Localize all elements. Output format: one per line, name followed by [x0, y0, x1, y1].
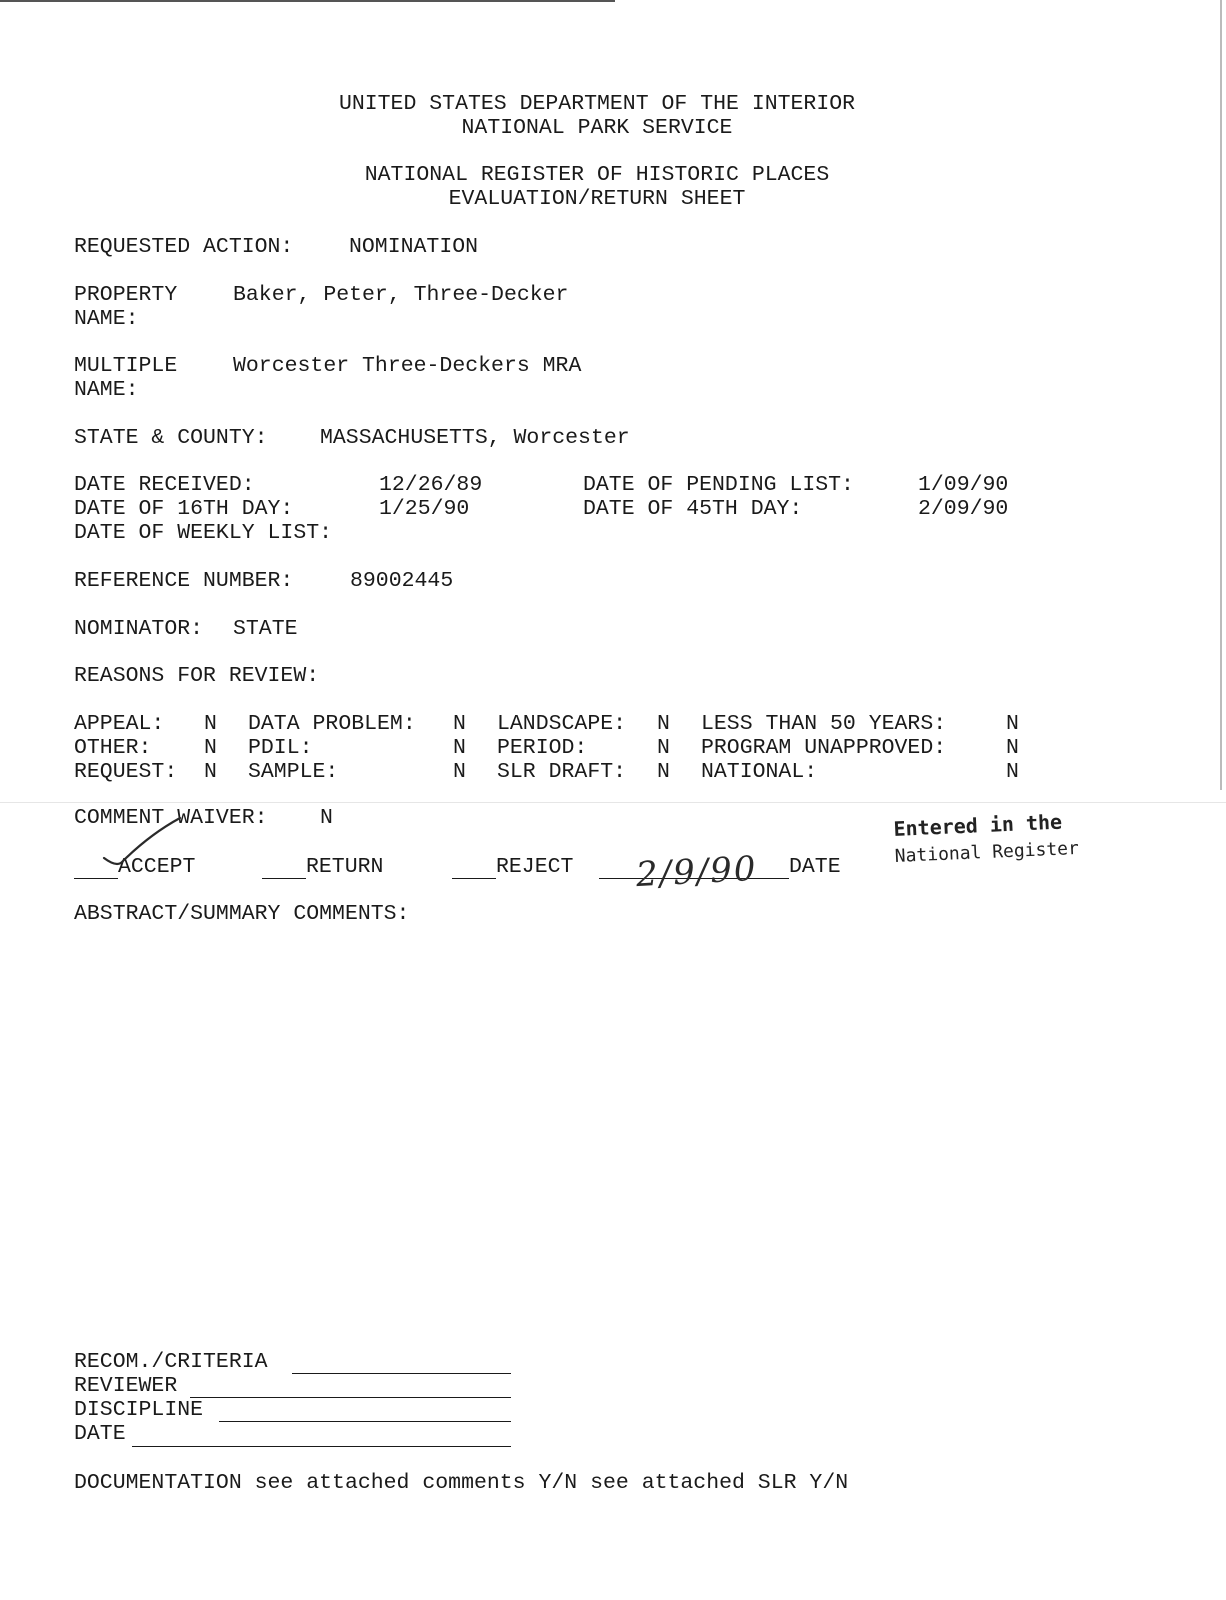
other-value: N: [204, 736, 217, 760]
reject-blank: [452, 878, 496, 879]
entered-register-stamp: [893, 808, 1079, 870]
data-problem-value: N: [453, 712, 466, 736]
data-problem-label: DATA PROBLEM:: [248, 712, 416, 736]
header-line-1: UNITED STATES DEPARTMENT OF THE INTERIOR: [338, 92, 856, 116]
less-than-50-years-label: LESS THAN 50 YEARS:: [701, 712, 947, 736]
landscape-value: N: [657, 712, 670, 736]
multiple-label: MULTIPLE: [74, 354, 178, 378]
nominator-label: NOMINATOR:: [74, 617, 204, 641]
comment-waiver-label: COMMENT WAIVER:: [74, 806, 268, 830]
date-16th-day-label: DATE OF 16TH DAY:: [74, 497, 294, 521]
slr-draft-label: SLR DRAFT:: [497, 760, 627, 784]
pdil-value: N: [453, 736, 466, 760]
header-line-3: NATIONAL REGISTER OF HISTORIC PLACES: [364, 163, 830, 187]
return-option: RETURN: [306, 855, 384, 879]
date-received-value: 12/26/89: [379, 473, 483, 497]
slr-draft-value: N: [657, 760, 670, 784]
header-line-4: EVALUATION/RETURN SHEET: [448, 187, 746, 211]
date-weekly-list-label: DATE OF WEEKLY LIST:: [74, 521, 333, 545]
recom-criteria-label: RECOM./CRITERIA: [74, 1350, 268, 1374]
return-blank: [262, 878, 306, 879]
abstract-summary-label: ABSTRACT/SUMMARY COMMENTS:: [74, 902, 410, 926]
reviewer-label: REVIEWER: [74, 1374, 178, 1398]
landscape-label: LANDSCAPE:: [497, 712, 627, 736]
reference-number-value: 89002445: [350, 569, 454, 593]
program-unapproved-label: PROGRAM UNAPPROVED:: [701, 736, 947, 760]
stamp-line-2: National Register: [894, 837, 1080, 867]
scan-edge-top: [0, 0, 615, 2]
recom-criteria-line: [292, 1373, 511, 1374]
scan-seam: [0, 802, 1226, 803]
property-label: PROPERTY: [74, 283, 178, 307]
documentation-line: DOCUMENTATION see attached comments Y/N see attached SLR Y/N: [74, 1471, 849, 1495]
reject-option: REJECT: [496, 855, 574, 879]
less-than-50-years-value: N: [1006, 712, 1019, 736]
requested-action-label: REQUESTED ACTION:: [74, 235, 294, 259]
period-label: PERIOD:: [497, 736, 588, 760]
discipline-line: [219, 1421, 511, 1422]
checkmark-icon: [98, 816, 188, 876]
header-line-2: NATIONAL PARK SERVICE: [461, 116, 733, 140]
scan-edge-right: [1220, 0, 1222, 790]
property-name-label: NAME:: [74, 307, 139, 331]
pdil-label: PDIL:: [248, 736, 313, 760]
appeal-label: APPEAL:: [74, 712, 165, 736]
request-value: N: [204, 760, 217, 784]
discipline-label: DISCIPLINE: [74, 1398, 204, 1422]
sample-label: SAMPLE:: [248, 760, 339, 784]
national-value: N: [1006, 760, 1019, 784]
program-unapproved-value: N: [1006, 736, 1019, 760]
nominator-value: STATE: [233, 617, 298, 641]
date-16th-day-value: 1/25/90: [379, 497, 470, 521]
decision-date-label: DATE: [789, 855, 841, 879]
appeal-value: N: [204, 712, 217, 736]
stamp-line-1: Entered in the: [893, 809, 1063, 841]
state-county-label: STATE & COUNTY:: [74, 426, 268, 450]
other-label: OTHER:: [74, 736, 152, 760]
signoff-date-line: [132, 1446, 511, 1447]
state-county-value: MASSACHUSETTS, Worcester: [320, 426, 630, 450]
national-label: NATIONAL:: [701, 760, 818, 784]
reasons-for-review-label: REASONS FOR REVIEW:: [74, 664, 320, 688]
date-pending-list-label: DATE OF PENDING LIST:: [583, 473, 854, 497]
multiple-name-label: NAME:: [74, 378, 139, 402]
period-value: N: [657, 736, 670, 760]
property-name-value: Baker, Peter, Three-Decker: [233, 283, 569, 307]
handwritten-date: 2/9/90: [635, 848, 759, 896]
date-45th-day-label: DATE OF 45TH DAY:: [583, 497, 803, 521]
date-45th-day-value: 2/09/90: [918, 497, 1009, 521]
signoff-date-label: DATE: [74, 1422, 126, 1446]
reviewer-line: [190, 1397, 511, 1398]
accept-blank: [74, 878, 118, 879]
multiple-name-value: Worcester Three-Deckers MRA: [233, 354, 582, 378]
accept-option: ACCEPT: [118, 855, 196, 879]
requested-action-value: NOMINATION: [349, 235, 479, 259]
reference-number-label: REFERENCE NUMBER:: [74, 569, 294, 593]
date-received-label: DATE RECEIVED:: [74, 473, 255, 497]
comment-waiver-value: N: [320, 806, 333, 830]
request-label: REQUEST:: [74, 760, 178, 784]
sample-value: N: [453, 760, 466, 784]
date-pending-list-value: 1/09/90: [918, 473, 1009, 497]
